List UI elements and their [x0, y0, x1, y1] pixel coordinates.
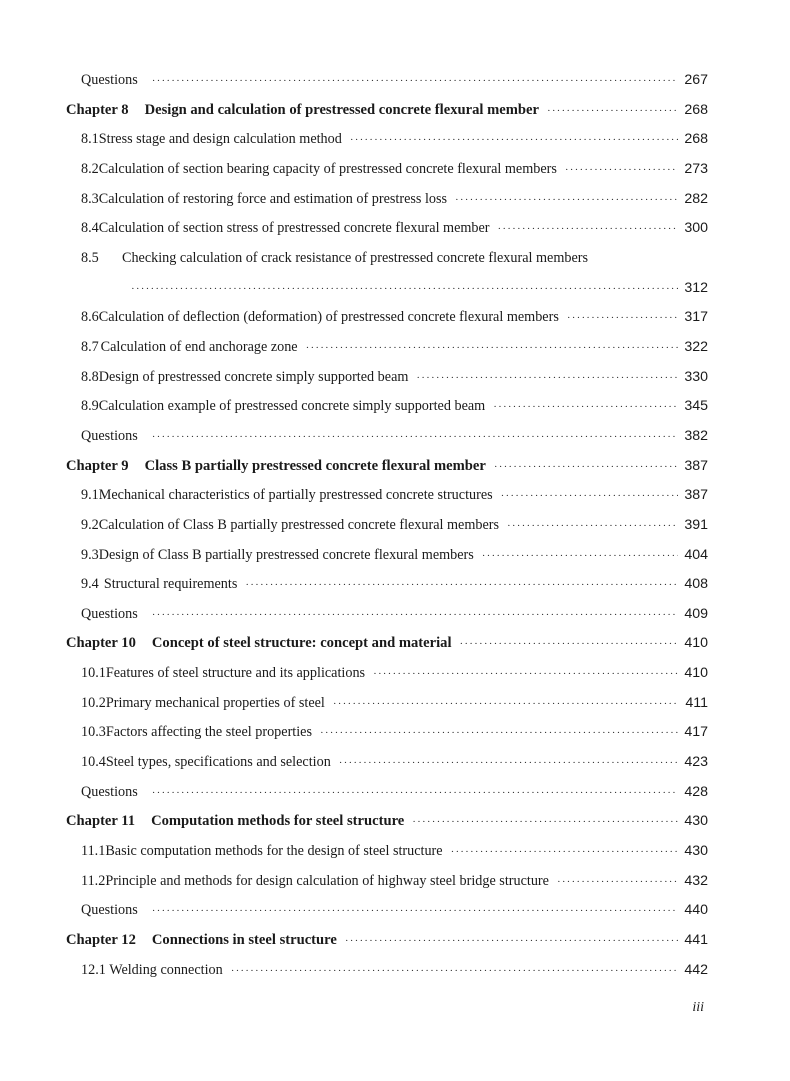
toc-questions-entry[interactable]	[66, 66, 708, 96]
chapter-number: Chapter 11	[66, 813, 136, 830]
section-number: 9.4	[81, 576, 99, 593]
page-number: 312	[684, 279, 708, 296]
page-number: 391	[684, 516, 708, 533]
toc-section-entry[interactable]	[66, 659, 708, 689]
section-title: Calculation of Class B partially prestressed concrete flexural members	[98, 516, 500, 533]
questions-label: Questions	[81, 605, 138, 622]
page-number: 409	[684, 605, 708, 622]
dot-leader	[333, 690, 680, 720]
page-number: 322	[684, 338, 708, 355]
toc-chapter-entry[interactable]	[66, 629, 708, 659]
section-number: 8.6	[81, 309, 99, 326]
section-number: 8.2	[81, 160, 99, 177]
chapter-number: Chapter 10	[66, 635, 136, 652]
section-title: Calculation of end anchorage zone	[100, 338, 298, 355]
section-number: 11.1	[81, 843, 106, 860]
dot-leader	[152, 601, 679, 631]
page-number: 430	[684, 843, 708, 860]
toc-section-entry[interactable]	[66, 541, 708, 571]
section-number: 10.3	[81, 724, 106, 741]
section-number: 9.1	[81, 487, 99, 504]
section-title: Steel types, specifications and selection	[105, 754, 331, 771]
page-number: 432	[684, 872, 708, 889]
table-of-contents	[66, 66, 708, 985]
toc-section-entry[interactable]	[66, 214, 708, 244]
dot-leader	[493, 393, 678, 423]
section-number: 9.3	[81, 546, 99, 563]
toc-section-entry[interactable]	[66, 748, 708, 778]
section-number: 12.1	[81, 961, 106, 978]
section-number: 10.1	[81, 665, 106, 682]
dot-leader	[507, 512, 678, 542]
toc-section-entry[interactable]	[66, 511, 708, 541]
dot-leader	[416, 364, 678, 394]
toc-section-entry[interactable]	[66, 956, 708, 986]
dot-leader	[339, 749, 679, 779]
section-title: Design of Class B partially prestressed concrete flexural members	[98, 546, 474, 563]
section-title: Welding connection	[109, 961, 223, 978]
toc-section-entry[interactable]	[66, 333, 708, 363]
toc-section-entry[interactable]	[66, 125, 708, 155]
dot-leader	[494, 453, 678, 483]
page-number: 267	[684, 72, 708, 88]
dot-leader	[455, 186, 678, 216]
questions-label: Questions	[81, 902, 138, 919]
toc-questions-entry[interactable]	[66, 600, 708, 630]
toc-section-entry[interactable]	[66, 570, 708, 600]
section-title: Primary mechanical properties of steel	[105, 694, 325, 711]
section-title: Features of steel structure and its applications	[105, 665, 366, 682]
section-number: 8.4	[81, 220, 99, 237]
page-number: 410	[684, 665, 708, 682]
section-title: Checking calculation of crack resistance of prestressed concrete flexural members	[122, 249, 589, 266]
chapter-title: Concept of steel structure: concept and material	[151, 635, 452, 652]
section-title: Stress stage and design calculation method	[98, 131, 342, 148]
toc-section-entry[interactable]	[66, 689, 708, 719]
page-number: 404	[684, 546, 708, 563]
section-title: Basic computation methods for the design of steel structure	[105, 843, 443, 860]
dot-leader	[350, 126, 678, 156]
dot-leader	[557, 868, 678, 898]
chapter-number: Chapter 8	[66, 101, 129, 118]
page-number: 417	[684, 724, 708, 741]
page-number: 441	[684, 932, 708, 949]
dot-leader	[320, 719, 678, 749]
dot-leader	[547, 97, 678, 127]
dot-leader	[565, 156, 678, 186]
page-number: 345	[684, 398, 708, 415]
toc-section-entry[interactable]	[66, 392, 708, 422]
page-number: 387	[684, 457, 708, 474]
toc-section-entry[interactable]	[66, 837, 708, 867]
dot-leader	[152, 779, 679, 809]
section-number: 11.2	[81, 872, 106, 889]
toc-questions-entry[interactable]	[66, 896, 708, 926]
page-number: 387	[684, 487, 708, 504]
toc-section-entry[interactable]	[66, 481, 708, 511]
dot-leader	[373, 660, 678, 690]
toc-section-entry[interactable]	[66, 185, 708, 215]
section-number: 8.7	[81, 338, 99, 355]
questions-label: Questions	[81, 72, 138, 88]
section-title: Mechanical characteristics of partially prestressed concrete structures	[98, 487, 493, 504]
toc-section-entry[interactable]	[66, 274, 708, 304]
toc-questions-entry[interactable]	[66, 422, 708, 452]
section-title: Structural requirements	[103, 576, 238, 593]
questions-label: Questions	[81, 783, 138, 800]
chapter-number: Chapter 9	[66, 457, 129, 474]
section-number: 8.1	[81, 131, 99, 148]
dot-leader	[152, 67, 679, 97]
toc-chapter-entry[interactable]	[66, 926, 708, 956]
dot-leader	[567, 304, 678, 334]
page-number: 273	[684, 160, 708, 177]
section-number: 8.8	[81, 368, 99, 385]
page-number: 408	[684, 576, 708, 593]
section-title: Calculation of restoring force and estimation of prestress loss	[98, 190, 448, 207]
dot-leader	[482, 542, 679, 572]
page-number-footer: iii	[692, 1000, 704, 1015]
section-title: Principle and methods for design calculation of highway steel bridge structure	[105, 872, 549, 889]
dot-leader	[152, 423, 679, 453]
page-number: 317	[684, 309, 708, 326]
dot-leader	[231, 957, 679, 987]
toc-chapter-entry[interactable]	[66, 807, 708, 837]
section-number: 10.4	[81, 754, 106, 771]
section-number: 8.9	[81, 398, 99, 415]
page-number: 428	[684, 783, 708, 800]
page-number: 410	[684, 635, 708, 652]
page-number: 423	[684, 754, 708, 771]
chapter-title: Class B partially prestressed concrete flexural member	[144, 457, 486, 474]
dot-leader	[345, 927, 678, 957]
page-number: 282	[684, 190, 708, 207]
chapter-number: Chapter 12	[66, 932, 136, 949]
dot-leader	[245, 571, 678, 601]
dot-leader	[152, 897, 679, 927]
section-title: Calculation of section bearing capacity of prestressed concrete flexural members	[98, 160, 557, 177]
section-title: Calculation example of prestressed concrete simply supported beam	[98, 398, 486, 415]
dot-leader	[501, 482, 679, 512]
page-number: 268	[684, 131, 708, 148]
dot-leader	[498, 215, 679, 245]
page-number: 382	[684, 427, 708, 444]
toc-section-entry[interactable]	[66, 244, 708, 274]
section-number: 8.3	[81, 190, 99, 207]
chapter-title: Computation methods for steel structure	[151, 813, 405, 830]
toc-section-entry[interactable]	[66, 303, 708, 333]
chapter-title: Connections in steel structure	[151, 932, 337, 949]
section-title: Calculation of deflection (deformation) of prestressed concrete flexural members	[98, 309, 559, 326]
dot-leader	[306, 334, 679, 364]
chapter-title: Design and calculation of prestressed concrete flexural member	[144, 101, 539, 118]
toc-questions-entry[interactable]	[66, 778, 708, 808]
page-number: 411	[685, 694, 708, 711]
page-number: 300	[684, 220, 708, 237]
page-number: 442	[684, 961, 708, 978]
toc-section-entry[interactable]	[66, 363, 708, 393]
dot-leader	[460, 630, 679, 660]
toc-chapter-entry[interactable]	[66, 452, 708, 482]
section-title: Calculation of section stress of prestressed concrete flexural member	[98, 220, 490, 237]
page-number: 330	[684, 368, 708, 385]
section-number: 8.5	[81, 249, 99, 266]
dot-leader	[412, 808, 678, 838]
page-number: 430	[684, 813, 708, 830]
toc-chapter-entry[interactable]	[66, 96, 708, 126]
questions-label: Questions	[81, 427, 138, 444]
toc-section-entry[interactable]	[66, 867, 708, 897]
section-number: 10.2	[81, 694, 106, 711]
page-number: 440	[684, 902, 708, 919]
page-number: 268	[684, 101, 708, 118]
dot-leader	[451, 838, 679, 868]
section-number: 9.2	[81, 516, 99, 533]
dot-leader	[131, 275, 678, 305]
toc-section-entry[interactable]	[66, 155, 708, 185]
toc-section-entry[interactable]	[66, 718, 708, 748]
section-title: Design of prestressed concrete simply supported beam	[98, 368, 409, 385]
section-title: Factors affecting the steel properties	[105, 724, 312, 741]
